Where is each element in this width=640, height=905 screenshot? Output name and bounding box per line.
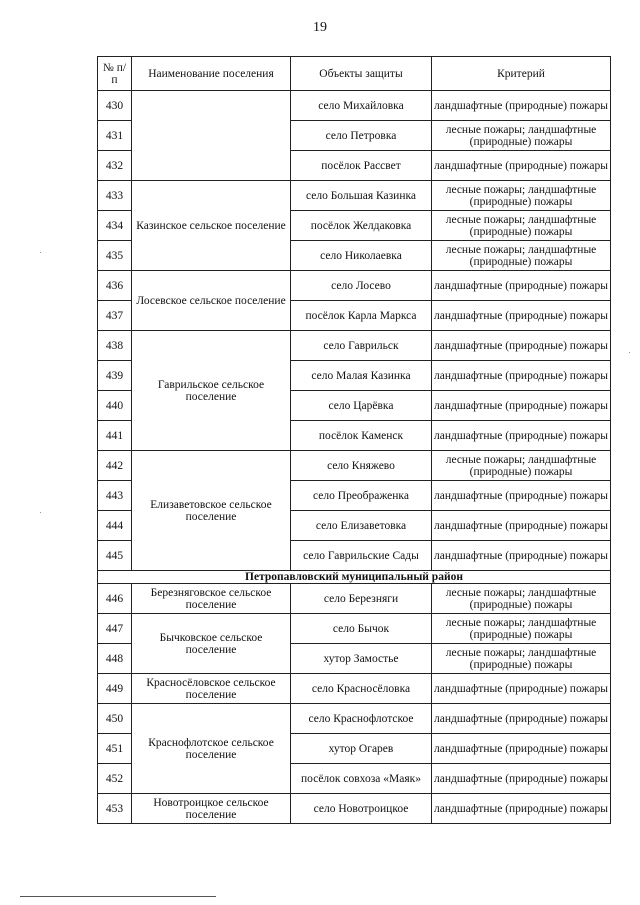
object-cell: посёлок Желдаковка [291, 211, 432, 241]
criterion-cell: ландшафтные (природные) пожары [432, 361, 611, 391]
header-criterion: Критерий [432, 57, 611, 91]
criterion-cell: ландшафтные (природные) пожары [432, 331, 611, 361]
row-num: 453 [98, 794, 132, 824]
row-num: 439 [98, 361, 132, 391]
object-cell: посёлок Карла Маркса [291, 301, 432, 331]
criterion-cell: лесные пожары; ландшафтные (природные) пожары [432, 451, 611, 481]
criterion-cell: ландшафтные (природные) пожары [432, 734, 611, 764]
settlement-cell: Лосевское сельское поселение [132, 271, 291, 331]
settlement-cell: Бычковское сельское поселение [132, 614, 291, 674]
settlement-cell: Березняговское сельское поселение [132, 584, 291, 614]
criterion-cell: ландшафтные (природные) пожары [432, 764, 611, 794]
header-settlement: Наименование поселения [132, 57, 291, 91]
criterion-cell: ландшафтные (природные) пожары [432, 511, 611, 541]
table-row [98, 584, 611, 614]
row-num: 436 [98, 271, 132, 301]
row-num: 452 [98, 764, 132, 794]
settlement-cell [132, 91, 291, 181]
criterion-cell: лесные пожары; ландшафтные (природные) пожары [432, 121, 611, 151]
criterion-cell: ландшафтные (природные) пожары [432, 91, 611, 121]
row-num: 450 [98, 704, 132, 734]
table-row [98, 451, 611, 481]
table-row [98, 91, 611, 121]
criterion-cell: ландшафтные (природные) пожары [432, 391, 611, 421]
header-num: № п/п [98, 57, 132, 91]
object-cell: село Княжево [291, 451, 432, 481]
criterion-cell: ландшафтные (природные) пожары [432, 301, 611, 331]
object-cell: село Березняги [291, 584, 432, 614]
row-num: 433 [98, 181, 132, 211]
object-cell: хутор Огарев [291, 734, 432, 764]
object-cell: село Лосево [291, 271, 432, 301]
fire-protection-table [97, 56, 611, 824]
row-num: 437 [98, 301, 132, 331]
row-num: 432 [98, 151, 132, 181]
criterion-cell: ландшафтные (природные) пожары [432, 674, 611, 704]
table-row [98, 614, 611, 644]
criterion-cell: ландшафтные (природные) пожары [432, 151, 611, 181]
row-num: 431 [98, 121, 132, 151]
row-num: 438 [98, 331, 132, 361]
row-num: 430 [98, 91, 132, 121]
row-num: 449 [98, 674, 132, 704]
settlement-cell: Гаврильское сельское поселение [132, 331, 291, 451]
object-cell: село Гаврильск [291, 331, 432, 361]
settlement-cell: Новотроицкое сельское поселение [132, 794, 291, 824]
object-cell: село Большая Казинка [291, 181, 432, 211]
criterion-cell: ландшафтные (природные) пожары [432, 481, 611, 511]
criterion-cell: ландшафтные (природные) пожары [432, 421, 611, 451]
criterion-cell: лесные пожары; ландшафтные (природные) пожары [432, 181, 611, 211]
row-num: 445 [98, 541, 132, 571]
object-cell: село Николаевка [291, 241, 432, 271]
row-num: 446 [98, 584, 132, 614]
criterion-cell: лесные пожары; ландшафтные (природные) пожары [432, 211, 611, 241]
object-cell: село Гаврильские Сады [291, 541, 432, 571]
table-row [98, 181, 611, 211]
table-header-row [98, 57, 611, 91]
criterion-cell: ландшафтные (природные) пожары [432, 794, 611, 824]
object-cell: село Красносёловка [291, 674, 432, 704]
criterion-cell: лесные пожары; ландшафтные (природные) пожары [432, 644, 611, 674]
criterion-cell: лесные пожары; ландшафтные (природные) пожары [432, 614, 611, 644]
table-row [98, 794, 611, 824]
row-num: 440 [98, 391, 132, 421]
row-num: 448 [98, 644, 132, 674]
object-cell: село Царёвка [291, 391, 432, 421]
criterion-cell: лесные пожары; ландшафтные (природные) пожары [432, 241, 611, 271]
scan-speck [629, 352, 630, 353]
object-cell: посёлок Рассвет [291, 151, 432, 181]
object-cell: посёлок Каменск [291, 421, 432, 451]
object-cell: село Новотроицкое [291, 794, 432, 824]
header-object: Объекты защиты [291, 57, 432, 91]
district-title: Петропавловский муниципальный район [98, 571, 611, 584]
object-cell: село Малая Казинка [291, 361, 432, 391]
object-cell: хутор Замостье [291, 644, 432, 674]
object-cell: село Бычок [291, 614, 432, 644]
settlement-cell: Красносёловское сельское поселение [132, 674, 291, 704]
object-cell: село Михайловка [291, 91, 432, 121]
settlement-cell: Краснофлотское сельское поселение [132, 704, 291, 794]
row-num: 435 [98, 241, 132, 271]
scan-speck [40, 512, 41, 513]
row-num: 441 [98, 421, 132, 451]
settlement-cell: Елизаветовское сельское поселение [132, 451, 291, 571]
row-num: 443 [98, 481, 132, 511]
row-num: 447 [98, 614, 132, 644]
criterion-cell: ландшафтные (природные) пожары [432, 541, 611, 571]
criterion-cell: лесные пожары; ландшафтные (природные) пожары [432, 584, 611, 614]
object-cell: село Елизаветовка [291, 511, 432, 541]
scan-speck [40, 252, 41, 253]
row-num: 442 [98, 451, 132, 481]
object-cell: посёлок совхоза «Маяк» [291, 764, 432, 794]
table-row [98, 331, 611, 361]
table-row [98, 271, 611, 301]
object-cell: село Краснофлотское [291, 704, 432, 734]
row-num: 444 [98, 511, 132, 541]
table-row [98, 704, 611, 734]
table-row [98, 674, 611, 704]
object-cell: село Преображенка [291, 481, 432, 511]
district-heading-row [98, 571, 611, 584]
object-cell: село Петровка [291, 121, 432, 151]
criterion-cell: ландшафтные (природные) пожары [432, 704, 611, 734]
footnote-separator [20, 896, 216, 897]
settlement-cell: Казинское сельское поселение [132, 181, 291, 271]
row-num: 434 [98, 211, 132, 241]
page-number: 19 [313, 20, 327, 35]
criterion-cell: ландшафтные (природные) пожары [432, 271, 611, 301]
row-num: 451 [98, 734, 132, 764]
